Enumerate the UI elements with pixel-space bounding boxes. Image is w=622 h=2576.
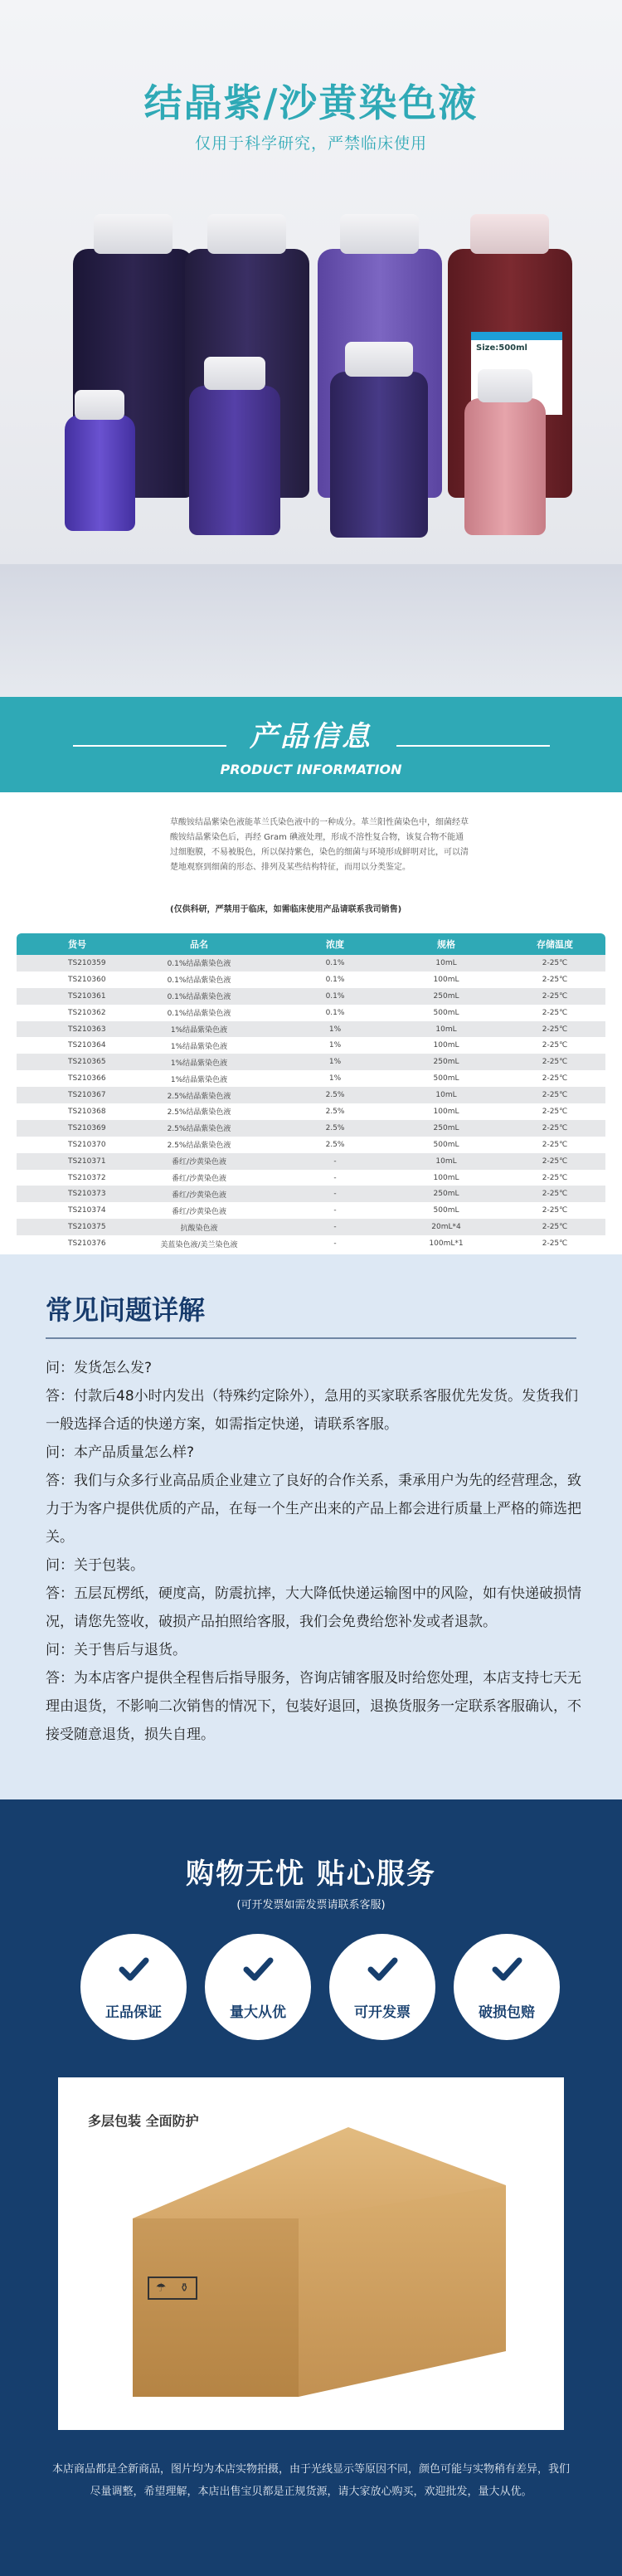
bottle-cap	[470, 214, 549, 254]
header-name: 品名	[190, 939, 208, 950]
table-row	[17, 955, 605, 971]
box-front	[133, 2218, 299, 2397]
cell-spec: 250mL	[433, 991, 459, 1001]
cell-spec: 250mL	[433, 1190, 459, 1199]
cell-name: 2.5%结晶紫染色液	[167, 1092, 231, 1101]
cell-storage: 2-25℃	[542, 958, 568, 967]
packaging-caption: 多层包装 全面防护	[88, 2113, 199, 2129]
banner-title: 产品信息	[250, 720, 372, 753]
table-row	[17, 1219, 605, 1235]
cell-sku: TS210365	[68, 1058, 106, 1067]
cell-concentration: -	[333, 1157, 337, 1166]
service-item-authentic	[80, 1934, 187, 2040]
faq-answer: 答：五层瓦楞纸，硬度高，防震抗摔，大大降低快递运输图中的风险，如有快递破损情况，请您先签收，破损产品拍照给客服，我们会免费给您补发或者退款。	[46, 1585, 581, 1630]
cell-spec: 500mL	[433, 1140, 459, 1149]
cell-spec: 10mL	[435, 1157, 457, 1166]
cell-concentration: 1%	[328, 1041, 342, 1050]
faq-question: 问：本产品质量怎么样?	[46, 1444, 195, 1461]
cell-storage: 2-25℃	[542, 1140, 568, 1149]
cell-name: 1%结晶紫染色液	[170, 1042, 228, 1051]
cell-spec: 100mL	[433, 1107, 459, 1116]
cell-storage: 2-25℃	[542, 991, 568, 1001]
cell-sku: TS210371	[68, 1157, 106, 1166]
cell-name: 抗酸染色液	[180, 1224, 218, 1233]
faq-question: 问：发货怎么发?	[46, 1360, 153, 1376]
cell-storage: 2-25℃	[542, 975, 568, 984]
cell-storage: 2-25℃	[542, 1025, 568, 1034]
product-info-banner	[0, 697, 622, 792]
cell-concentration: -	[333, 1223, 337, 1232]
cell-concentration: 0.1%	[325, 975, 345, 984]
cell-spec: 20mL*4	[431, 1223, 461, 1232]
cell-sku: TS210366	[68, 1074, 106, 1083]
table-header	[17, 933, 605, 955]
cell-name: 2.5%结晶紫染色液	[167, 1108, 231, 1118]
service-item-bulk	[205, 1934, 311, 2040]
service-label: 可开发票	[354, 2004, 411, 2021]
faq-answer: 答：付款后48小时内发出（特殊约定除外），急用的买家联系客服优先发货。发货我们一般选择合适的快递方案，如需指定快递，请联系客服。	[46, 1388, 579, 1433]
cell-name: 番红/沙黄染色液	[171, 1207, 227, 1216]
banner-subtitle: PRODUCT INFORMATION	[220, 762, 402, 777]
cell-name: 2.5%结晶紫染色液	[167, 1125, 231, 1134]
cell-concentration: 1%	[328, 1058, 342, 1067]
cell-name: 2.5%结晶紫染色液	[167, 1142, 231, 1151]
cell-sku: TS210363	[68, 1025, 106, 1034]
header-spec: 规格	[437, 939, 455, 950]
check-icon	[241, 1952, 275, 1985]
cell-name: 番红/沙黄染色液	[171, 1158, 227, 1167]
table-row	[17, 1137, 605, 1153]
cell-storage: 2-25℃	[542, 1223, 568, 1232]
cell-spec: 100mL*1	[429, 1239, 464, 1249]
cell-name: 番红/沙黄染色液	[171, 1175, 227, 1184]
cell-sku: TS210372	[68, 1173, 106, 1182]
fragile-icon: ⚱	[179, 2281, 190, 2295]
cell-concentration: 2.5%	[325, 1091, 345, 1100]
table-body	[17, 955, 605, 1252]
bottle-cap	[340, 214, 419, 254]
cell-concentration: 2.5%	[325, 1123, 345, 1132]
faq-title: 常见问题详解	[46, 1294, 206, 1326]
cell-storage: 2-25℃	[542, 1239, 568, 1249]
bottle-small-2	[189, 386, 280, 535]
table-row	[17, 1054, 605, 1070]
check-icon	[366, 1952, 399, 1985]
cell-name: 美蓝染色液/美兰染色液	[160, 1240, 238, 1249]
table-row	[17, 1120, 605, 1137]
table-row	[17, 971, 605, 988]
header-concentration: 浓度	[326, 939, 344, 950]
table-row	[17, 1153, 605, 1170]
cell-spec: 250mL	[433, 1058, 459, 1067]
service-label: 量大从优	[230, 2004, 286, 2021]
cell-storage: 2-25℃	[542, 1190, 568, 1199]
cell-sku: TS210362	[68, 1008, 106, 1017]
cell-storage: 2-25℃	[542, 1058, 568, 1067]
bottle-small-4	[464, 398, 546, 535]
umbrella-icon: ☂	[155, 2281, 167, 2295]
cell-spec: 500mL	[433, 1074, 459, 1083]
box-handling-icons	[148, 2277, 197, 2300]
cell-spec: 100mL	[433, 1173, 459, 1182]
table-row	[17, 1170, 605, 1186]
service-section	[0, 1799, 622, 2576]
bottle-cap	[345, 342, 413, 377]
cell-concentration: 0.1%	[325, 1008, 345, 1017]
bottle-cap	[204, 357, 265, 390]
table-row	[17, 1087, 605, 1103]
faq-body	[46, 1354, 585, 1749]
table-row	[17, 1235, 605, 1252]
cell-storage: 2-25℃	[542, 1123, 568, 1132]
header-sku: 货号	[68, 939, 86, 950]
cell-name: 0.1%结晶紫染色液	[167, 976, 231, 986]
service-item-damage	[454, 1934, 560, 2040]
hero-title: 结晶紫/沙黄染色液	[143, 80, 479, 125]
cell-sku: TS210369	[68, 1123, 106, 1132]
cell-sku: TS210374	[68, 1206, 106, 1215]
bottle-cap	[207, 214, 286, 254]
box-side	[299, 2185, 506, 2397]
cell-concentration: -	[333, 1239, 337, 1249]
table-row	[17, 1021, 605, 1038]
cell-name: 番红/沙黄染色液	[171, 1191, 227, 1200]
cell-sku: TS210375	[68, 1223, 106, 1232]
cell-sku: TS210367	[68, 1091, 106, 1100]
table-row	[17, 1070, 605, 1087]
cell-concentration: 1%	[328, 1025, 342, 1034]
faq-section	[0, 1254, 622, 1799]
faq-question: 问：关于包装。	[46, 1557, 144, 1574]
cell-name: 1%结晶紫染色液	[170, 1026, 228, 1035]
check-icon	[117, 1952, 150, 1985]
bottle-cap	[94, 214, 173, 254]
check-icon	[490, 1952, 523, 1985]
cell-storage: 2-25℃	[542, 1074, 568, 1083]
faq-divider	[46, 1337, 576, 1339]
faq-question: 问：关于售后与退货。	[46, 1642, 187, 1658]
table-row	[17, 1005, 605, 1021]
header-storage: 存储温度	[537, 939, 573, 950]
cell-sku: TS210360	[68, 975, 106, 984]
table-row	[17, 988, 605, 1005]
faq-answer: 答：为本店客户提供全程售后指导服务，咨询店铺客服及时给您处理，本店支持七天无理由退货，不影响二次销售的情况下，包装好退回，退换货服务一定联系客服确认，不接受随意退货，损失自理。	[46, 1670, 581, 1743]
cell-name: 1%结晶紫染色液	[170, 1059, 228, 1068]
hero-subtitle: 仅用于科学研究，严禁临床使用	[194, 134, 427, 153]
product-table	[17, 933, 605, 1252]
cell-sku: TS210359	[68, 958, 106, 967]
table-row	[17, 1103, 605, 1120]
footer-notice: 本店商品都是全新商品，图片均为本店实物拍摄，由于光线显示等原因不同，颜色可能与实物稍有差异，我们尽量调整，希望理解，本店出售宝贝都是正规货源，请大家放心购买，欢迎批发，量大从优。	[51, 2463, 570, 2498]
cell-concentration: 0.1%	[325, 991, 345, 1001]
cell-storage: 2-25℃	[542, 1008, 568, 1017]
cell-name: 0.1%结晶紫染色液	[167, 993, 231, 1002]
bottle-cap	[75, 390, 124, 420]
bottle-cap	[478, 369, 532, 402]
cell-storage: 2-25℃	[542, 1107, 568, 1116]
service-label: 破损包赔	[479, 2004, 535, 2021]
cell-sku: TS210364	[68, 1041, 106, 1050]
product-description: 草酸铵结晶紫染色液能革兰氏染色液中的一种成分。革兰阳性菌染色中，细菌经草酸铵结晶紫染色后，再经 Gram 碘液处理，形成不溶性复合物，该复合物不能通过细胞膜，不易被脱色，所以保持紫色，染色的细菌与环境形成鲜明对比，可以清楚地观察到细菌的形态、排列及某些结构特征，而用以分类鉴定。	[170, 818, 469, 872]
research-only-notice: (仅供科研，严禁用于临床，如需临床使用产品请联系我司销售)	[170, 905, 402, 914]
cell-name: 0.1%结晶紫染色液	[167, 1010, 231, 1019]
cell-concentration: 0.1%	[325, 958, 345, 967]
cell-storage: 2-25℃	[542, 1173, 568, 1182]
cell-concentration: -	[333, 1173, 337, 1182]
cell-spec: 100mL	[433, 1041, 459, 1050]
cell-storage: 2-25℃	[542, 1091, 568, 1100]
cell-concentration: -	[333, 1206, 337, 1215]
cell-storage: 2-25℃	[542, 1206, 568, 1215]
cell-concentration: 1%	[328, 1074, 342, 1083]
table-row	[17, 1186, 605, 1202]
cell-name: 1%结晶紫染色液	[170, 1075, 228, 1084]
cell-name: 0.1%结晶紫染色液	[167, 960, 231, 969]
cell-spec: 250mL	[433, 1123, 459, 1132]
cell-spec: 500mL	[433, 1206, 459, 1215]
service-label: 正品保证	[105, 2004, 162, 2021]
cell-spec: 10mL	[435, 958, 457, 967]
cell-concentration: 2.5%	[325, 1107, 345, 1116]
service-item-invoice	[329, 1934, 435, 2040]
table-row	[17, 1202, 605, 1219]
cell-storage: 2-25℃	[542, 1041, 568, 1050]
cell-sku: TS210361	[68, 991, 106, 1001]
packaging-photo	[58, 2077, 564, 2430]
faq-answer: 答：我们与众多行业高品质企业建立了良好的合作关系，秉承用户为先的经营理念，致力于为客户提供优质的产品，在每一个生产出来的产品上都会进行质量上严格的筛选把关。	[46, 1473, 581, 1546]
description-section	[0, 792, 622, 933]
service-subtitle: (可开发票如需发票请联系客服)	[236, 1899, 386, 1911]
bottle-small-1	[65, 415, 135, 531]
cell-spec: 10mL	[435, 1091, 457, 1100]
cell-spec: 10mL	[435, 1025, 457, 1034]
service-title: 购物无忧 贴心服务	[186, 1858, 436, 1891]
cell-spec: 500mL	[433, 1008, 459, 1017]
cell-storage: 2-25℃	[542, 1157, 568, 1166]
cell-sku: TS210368	[68, 1107, 106, 1116]
cell-sku: TS210373	[68, 1190, 106, 1199]
bottle-label: Size:500ml	[471, 332, 562, 415]
cell-concentration: 2.5%	[325, 1140, 345, 1149]
cell-spec: 100mL	[433, 975, 459, 984]
bottle-small-3	[330, 372, 428, 538]
hero-section	[0, 0, 622, 697]
reflection-surface	[0, 564, 622, 697]
cell-sku: TS210370	[68, 1140, 106, 1149]
table-row	[17, 1037, 605, 1054]
cell-sku: TS210376	[68, 1239, 106, 1249]
cell-concentration: -	[333, 1190, 337, 1199]
